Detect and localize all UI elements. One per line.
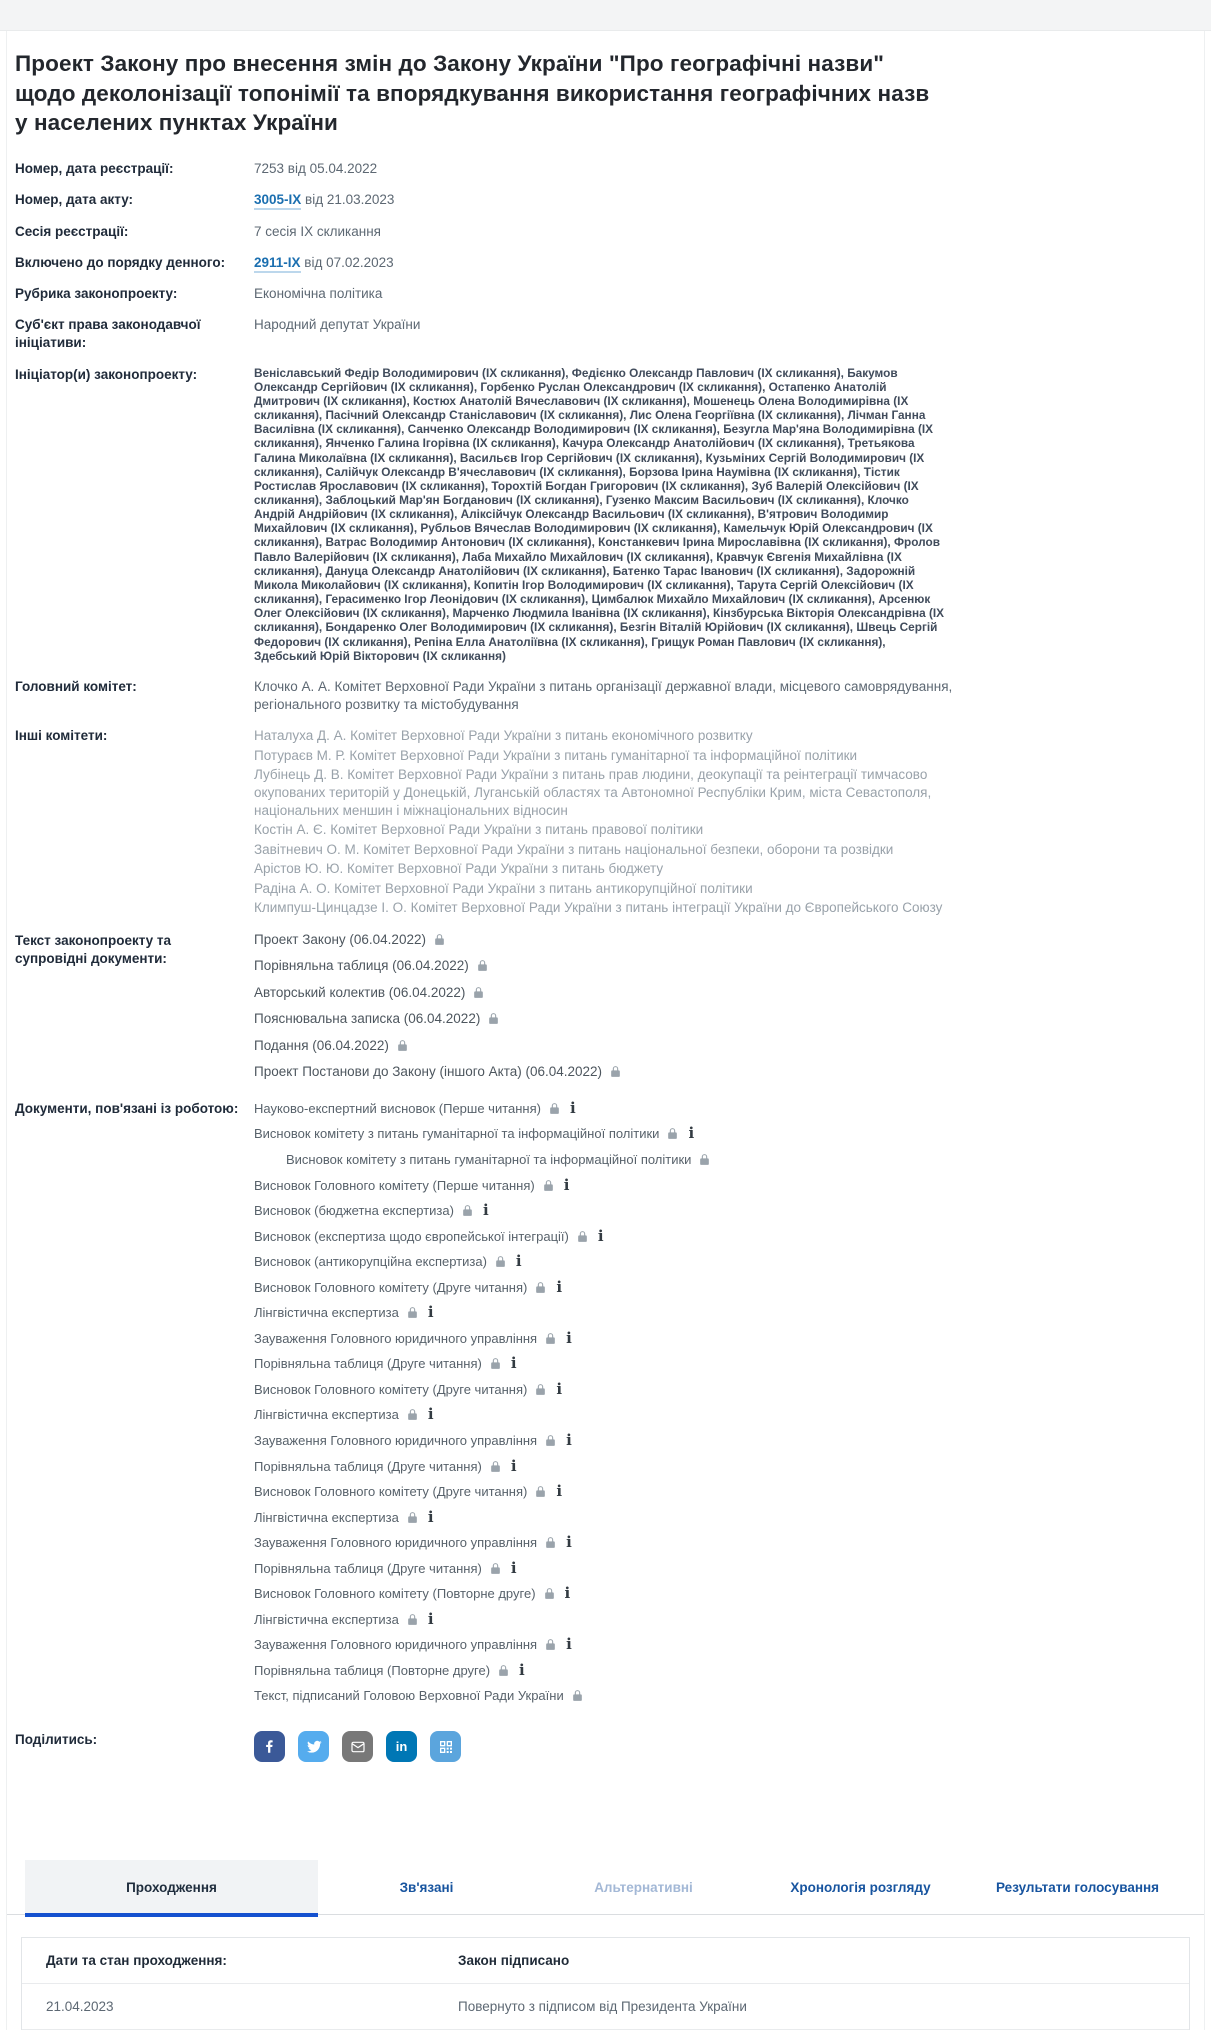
lock-icon bbox=[544, 1638, 557, 1651]
document-item bbox=[254, 1509, 1194, 1527]
field-value: 7 сесія ІХ скликання bbox=[254, 223, 381, 239]
document-item bbox=[254, 1560, 1194, 1578]
document-item bbox=[254, 1687, 1194, 1705]
document-link[interactable]: Порівняльна таблиця (06.04.2022) bbox=[254, 958, 469, 974]
info-icon[interactable] bbox=[598, 1229, 604, 1244]
document-item bbox=[254, 1406, 1194, 1424]
document-link[interactable]: Висновок Головного комітету (Перше читання) bbox=[254, 1177, 535, 1193]
document-link[interactable]: Лінгвістична експертиза bbox=[254, 1509, 399, 1525]
info-icon[interactable] bbox=[566, 1637, 572, 1652]
lock-icon bbox=[544, 1332, 557, 1345]
document-item bbox=[254, 1038, 1194, 1054]
related-documents-list bbox=[254, 1100, 1194, 1713]
tab-bar bbox=[7, 1860, 1204, 1915]
tab-passage[interactable]: Проходження bbox=[25, 1860, 318, 1914]
document-link[interactable]: Проект Закону (06.04.2022) bbox=[254, 931, 426, 947]
document-item bbox=[254, 1011, 1194, 1027]
lock-icon bbox=[472, 986, 485, 999]
column-header-dates: Дати та стан проходження: bbox=[46, 1953, 227, 1968]
info-icon[interactable] bbox=[511, 1459, 517, 1474]
lock-icon bbox=[487, 1012, 500, 1025]
info-icon[interactable] bbox=[688, 1126, 694, 1141]
document-link[interactable]: Висновок комітету з питань гуманітарної та інформаційної політики bbox=[286, 1151, 692, 1167]
lock-icon bbox=[542, 1179, 555, 1192]
document-item bbox=[254, 1330, 1194, 1348]
lock-icon bbox=[576, 1230, 589, 1243]
field-registration bbox=[15, 160, 1194, 178]
info-icon[interactable] bbox=[556, 1280, 562, 1295]
info-icon[interactable] bbox=[565, 1586, 571, 1601]
document-link[interactable]: Лінгвістична експертиза bbox=[254, 1305, 399, 1321]
info-icon[interactable] bbox=[511, 1356, 517, 1371]
lock-icon bbox=[534, 1383, 547, 1396]
lock-icon bbox=[544, 1536, 557, 1549]
field-session bbox=[15, 223, 1194, 241]
committee-line: Климпуш-Цинцадзе І. О. Комітет Верховної Ради України з питань інтеграції України до Європейського Союзу bbox=[254, 900, 943, 916]
qr-code-share-button[interactable] bbox=[430, 1731, 461, 1762]
document-item bbox=[254, 1202, 1194, 1220]
twitter-icon bbox=[306, 1739, 322, 1755]
facebook-icon bbox=[262, 1739, 277, 1754]
info-icon[interactable] bbox=[428, 1612, 434, 1627]
lock-icon bbox=[543, 1587, 556, 1600]
field-label: Суб'єкт права законодавчої ініціативи: bbox=[15, 317, 201, 351]
lock-icon bbox=[489, 1562, 502, 1575]
committee-line: Лубінець Д. В. Комітет Верховної Ради України з питань прав людини, деокупації та реінтеграції тимчасово окупованих територій у Донецькій, Луганській областях та Автономної Республіки Крим, міста Севастополя, національних меншин і міжнаціональних відносин bbox=[254, 767, 932, 818]
field-label: Рубрика законопроекту: bbox=[15, 285, 178, 301]
committee-line: Потураєв М. Р. Комітет Верховної Ради України з питань гуманітарної та інформаційної політики bbox=[254, 747, 858, 763]
committee-line: Радіна А. О. Комітет Верховної Ради України з питань антикорупційної політики bbox=[254, 880, 753, 896]
document-link[interactable]: Авторський колектив (06.04.2022) bbox=[254, 984, 466, 1000]
field-label: Номер, дата реєстрації: bbox=[15, 161, 174, 177]
email-icon bbox=[350, 1739, 366, 1755]
document-link[interactable]: Висновок Головного комітету (Друге читання) bbox=[254, 1279, 528, 1295]
lock-icon bbox=[534, 1281, 547, 1294]
share-label: Поділитись: bbox=[15, 1732, 98, 1747]
document-link[interactable]: Порівняльна таблиця (Друге читання) bbox=[254, 1560, 482, 1576]
passage-status-table bbox=[21, 1937, 1190, 2030]
table-row bbox=[22, 1984, 1189, 2029]
lock-icon bbox=[396, 1039, 409, 1052]
document-item bbox=[254, 1534, 1194, 1552]
field-main-committee bbox=[15, 678, 1194, 714]
document-item bbox=[254, 1611, 1194, 1629]
field-label: Номер, дата акту: bbox=[15, 192, 134, 208]
document-link[interactable]: Зауваження Головного юридичного управління bbox=[254, 1637, 538, 1653]
text-documents-list bbox=[254, 932, 1194, 1091]
info-icon[interactable] bbox=[570, 1101, 576, 1116]
info-icon[interactable] bbox=[519, 1663, 525, 1678]
linkedin-icon bbox=[396, 1739, 408, 1754]
facebook-share-button[interactable] bbox=[254, 1731, 285, 1762]
document-item bbox=[254, 985, 1194, 1001]
document-link[interactable]: Науково-експертний висновок (Перше читання) bbox=[254, 1100, 541, 1116]
lock-icon bbox=[609, 1065, 622, 1078]
document-item bbox=[254, 1100, 1194, 1118]
document-link[interactable]: Лінгвістична експертиза bbox=[254, 1611, 399, 1627]
lock-icon bbox=[497, 1664, 510, 1677]
info-icon[interactable] bbox=[428, 1407, 434, 1422]
share-buttons bbox=[254, 1731, 1194, 1762]
tab-alternatives[interactable]: Альтернативні bbox=[594, 1879, 693, 1895]
info-icon[interactable] bbox=[511, 1561, 517, 1576]
info-icon[interactable] bbox=[428, 1510, 434, 1525]
lock-icon bbox=[666, 1127, 679, 1140]
column-header-status: Закон підписано bbox=[458, 1953, 570, 1968]
field-label: Ініціатор(и) законопроекту: bbox=[15, 366, 198, 382]
page-frame bbox=[6, 31, 1205, 2030]
lock-icon bbox=[534, 1485, 547, 1498]
document-link[interactable]: Лінгвістична експертиза bbox=[254, 1407, 399, 1423]
tab-vote-results[interactable]: Результати голосування bbox=[996, 1879, 1160, 1895]
field-subject bbox=[15, 316, 1194, 352]
lock-icon bbox=[571, 1689, 584, 1702]
act-number-link[interactable]: 3005-ІХ bbox=[254, 192, 301, 210]
info-icon[interactable] bbox=[428, 1305, 434, 1320]
field-label: Інші комітети: bbox=[15, 728, 108, 744]
agenda-number-link[interactable]: 2911-ІХ bbox=[254, 255, 301, 273]
field-related-documents bbox=[15, 1100, 1194, 1713]
lock-icon bbox=[698, 1153, 711, 1166]
document-item bbox=[254, 1253, 1194, 1271]
act-date-text: від 21.03.2023 bbox=[301, 192, 395, 208]
qr-code-icon bbox=[438, 1739, 454, 1755]
field-value bbox=[254, 254, 954, 272]
document-item bbox=[254, 932, 1194, 948]
info-icon[interactable] bbox=[566, 1535, 572, 1550]
lock-icon bbox=[476, 959, 489, 972]
lock-icon bbox=[406, 1306, 419, 1319]
committee-line: Костін А. Є. Комітет Верховної Ради України з питань правової політики bbox=[254, 822, 704, 838]
field-value: Народний депутат України bbox=[254, 317, 421, 333]
lock-icon bbox=[548, 1102, 561, 1115]
document-link[interactable]: Висновок комітету з питань гуманітарної та інформаційної політики bbox=[254, 1126, 660, 1142]
document-link[interactable]: Висновок Головного комітету (Друге читання) bbox=[254, 1484, 528, 1500]
document-link[interactable]: Висновок Головного комітету (Повторне друге) bbox=[254, 1586, 536, 1602]
document-link[interactable]: Проект Постанови до Закону (іншого Акта) (06.04.2022) bbox=[254, 1064, 603, 1080]
document-link[interactable]: Висновок (антикорупційна експертиза) bbox=[254, 1254, 487, 1270]
share-section bbox=[15, 1731, 1194, 1762]
document-item bbox=[254, 1064, 1194, 1080]
info-icon[interactable] bbox=[483, 1203, 489, 1218]
lock-icon bbox=[461, 1204, 474, 1217]
lock-icon bbox=[544, 1434, 557, 1447]
document-link[interactable]: Зауваження Головного юридичного управління bbox=[254, 1330, 538, 1346]
lock-icon bbox=[489, 1357, 502, 1370]
document-link[interactable]: Порівняльна таблиця (Друге читання) bbox=[254, 1458, 482, 1474]
document-link[interactable]: Пояснювальна записка (06.04.2022) bbox=[254, 1011, 481, 1027]
lock-icon bbox=[406, 1511, 419, 1524]
committee-line: Завітневич О. М. Комітет Верховної Ради України з питань національної безпеки, оборони та розвідки bbox=[254, 841, 894, 857]
spacer bbox=[7, 1762, 1204, 1834]
document-item bbox=[254, 1177, 1194, 1195]
info-icon[interactable] bbox=[564, 1178, 570, 1193]
field-act bbox=[15, 191, 1194, 209]
field-label: Текст законопроекту та супровідні документи: bbox=[15, 932, 172, 966]
field-other-committees bbox=[15, 727, 1194, 918]
document-item bbox=[286, 1151, 1194, 1169]
committee-line: Наталуха Д. А. Комітет Верховної Ради України з питань економічного розвитку bbox=[254, 728, 753, 744]
document-link[interactable]: Висновок (експертиза щодо європейської інтеграції) bbox=[254, 1228, 569, 1244]
field-value: 7253 від 05.04.2022 bbox=[254, 161, 378, 177]
field-label: Документи, пов'язані із роботою: bbox=[15, 1100, 239, 1116]
document-item bbox=[254, 1125, 1194, 1143]
field-label: Включено до порядку денного: bbox=[15, 254, 226, 270]
main-committee-value: Клочко А. А. Комітет Верховної Ради України з питань організації державної влади, місцевого самоврядування, регіонального розвитку та містобудування bbox=[254, 678, 953, 713]
document-link[interactable]: Висновок Головного комітету (Друге читання) bbox=[254, 1381, 528, 1397]
document-link[interactable]: Зауваження Головного юридичного управління bbox=[254, 1535, 538, 1551]
lock-icon bbox=[406, 1408, 419, 1421]
agenda-date-text: від 07.02.2023 bbox=[300, 254, 394, 270]
field-text-documents bbox=[15, 932, 1194, 1091]
info-icon[interactable] bbox=[556, 1484, 562, 1499]
document-item bbox=[254, 1355, 1194, 1373]
tab-chronology[interactable]: Хронологія розгляду bbox=[790, 1879, 931, 1895]
document-item bbox=[254, 1458, 1194, 1476]
field-value bbox=[254, 191, 954, 209]
passage-status: Повернуто з підписом від Президента України bbox=[458, 1999, 747, 2014]
document-link[interactable]: Порівняльна таблиця (Повторне друге) bbox=[254, 1662, 491, 1678]
tab-related[interactable]: Зв'язані bbox=[399, 1879, 454, 1895]
field-label: Сесія реєстрації: bbox=[15, 223, 129, 239]
lock-icon bbox=[406, 1613, 419, 1626]
initiators-list: Веніславський Федір Володимирович (ІХ скликання), Федієнко Олександр Павлович (ІХ скликання), Бакумов Олександр Сергійович (ІХ скликання), Горбенко Руслан Олександрович (ІХ скликання), Остапенко Анатолій Дмитрович (ІХ скликання), Костюх Анатолій Вячеславович (ІХ скликання), Мошенець Олена Володимирівна (ІХ скликання), Пасічний Олександр Станіславович (ІХ скликання), Лис Олена Георгіївна (ІХ скликання), Лічман Ганна Василівна (ІХ скликання), Санченко Олександр Володимирович (ІХ скликання), Безугла Мар'яна Володимирівна (ІХ скликання), Янченко Галина Ігорівна (ІХ скликання), Качура Олександр Анатолійович (ІХ скликання), Третьякова Галина Миколаївна (ІХ скликання), Васильєв Ігор Сергійович (ІХ скликання), Кузьміних Сергій Володимирович (ІХ скликання), Салійчук Олександр В'ячеславович (ІХ скликання), Борзова Ірина Наумівна (ІХ скликання), Тістик Ростислав Ярославович (ІХ скликання), Торохтій Богдан Григорович (ІХ скликання), Зуб Валерій Олексійович (ІХ скликання), Заблоцький Мар'ян Богданович (ІХ скликання), Гузенко Максим Васильович (ІХ скликання), Клочко Андрій Андрійович (ІХ скликання), Аліксійчук Олександр Васильович (ІХ скликання), В'ятрович Володимир Михайлович (ІХ скликання), Рубльов Вячеслав Володимирович (ІХ скликання), Камельчук Юрій Олександрович (ІХ скликання), Ватрас Володимир Антонович (ІХ скликання), Констанкевич Ірина Мирославівна (ІХ скликання), Фролов Павло Валерійович (ІХ скликання), Лаба Михайло Михайлович (ІХ скликання), Кравчук Євгенія Михайлівна (ІХ скликання), Дануца Олександр Анатолійович (ІХ скликання), Батенко Тарас Іванович (ІХ скликання), Задорожній Микола Миколайович (ІХ скликання), Копитін Ігор Володимирович (ІХ скликання), Тарута Сергій Олексійович (ІХ скликання), Герасименко Ігор Леонідович (ІХ скликання), Цимбалюк Михайло Михайлович (ІХ скликання), Арсенюк Олег Олексійович (ІХ скликання), Марченко Людмила Іванівна (ІХ скликання), Кінзбурська Вікторія Олександрівна (ІХ скликання), Бондаренко Олег Володимирович (ІХ скликання), Безгін Віталій Юрійович (ІХ скликання), Швець Сергій Федорович (ІХ скликання), Репіна Елла Анатоліївна (ІХ скликання), Грищук Роман Павлович (ІХ скликання), Здебський Юрій Вікторович (ІХ скликання) bbox=[254, 365, 945, 663]
info-icon[interactable] bbox=[556, 1382, 562, 1397]
document-item bbox=[254, 1662, 1194, 1680]
lock-icon bbox=[489, 1460, 502, 1473]
document-item bbox=[254, 1585, 1194, 1603]
document-link[interactable]: Зауваження Головного юридичного управління bbox=[254, 1432, 538, 1448]
top-strip bbox=[0, 0, 1211, 31]
email-share-button[interactable] bbox=[342, 1731, 373, 1762]
lock-icon bbox=[494, 1255, 507, 1268]
field-value: Економічна політика bbox=[254, 285, 383, 301]
info-icon[interactable] bbox=[566, 1331, 572, 1346]
committee-line: Арістов Ю. Ю. Комітет Верховної Ради України з питань бюджету bbox=[254, 861, 664, 877]
document-item bbox=[254, 1228, 1194, 1246]
document-item bbox=[254, 1279, 1194, 1297]
lock-icon bbox=[433, 933, 446, 946]
field-label: Головний комітет: bbox=[15, 678, 137, 694]
field-agenda bbox=[15, 254, 1194, 272]
document-item bbox=[254, 1304, 1194, 1322]
linkedin-share-button[interactable] bbox=[386, 1731, 417, 1762]
bill-details bbox=[7, 31, 1204, 1762]
document-link[interactable]: Подання (06.04.2022) bbox=[254, 1037, 389, 1053]
page-title: Проект Закону про внесення змін до Закону України "Про географічні назви" щодо деколонізації топонімії та впорядкування використання географічних назв у населених пунктах України bbox=[15, 51, 930, 136]
table-header-row bbox=[22, 1938, 1189, 1983]
twitter-share-button[interactable] bbox=[298, 1731, 329, 1762]
document-item bbox=[254, 1432, 1194, 1450]
info-icon[interactable] bbox=[566, 1433, 572, 1448]
document-link[interactable]: Текст, підписаний Головою Верховної Ради України bbox=[254, 1688, 564, 1704]
other-committees-list bbox=[254, 727, 1194, 918]
document-item bbox=[254, 958, 1194, 974]
document-link[interactable]: Висновок (бюджетна експертиза) bbox=[254, 1203, 454, 1219]
info-icon[interactable] bbox=[516, 1254, 522, 1269]
document-item bbox=[254, 1636, 1194, 1654]
field-rubric bbox=[15, 285, 1194, 303]
document-link[interactable]: Порівняльна таблиця (Друге читання) bbox=[254, 1356, 482, 1372]
field-initiators bbox=[15, 366, 1194, 663]
document-item bbox=[254, 1381, 1194, 1399]
passage-date: 21.04.2023 bbox=[46, 1999, 114, 2014]
document-item bbox=[254, 1483, 1194, 1501]
